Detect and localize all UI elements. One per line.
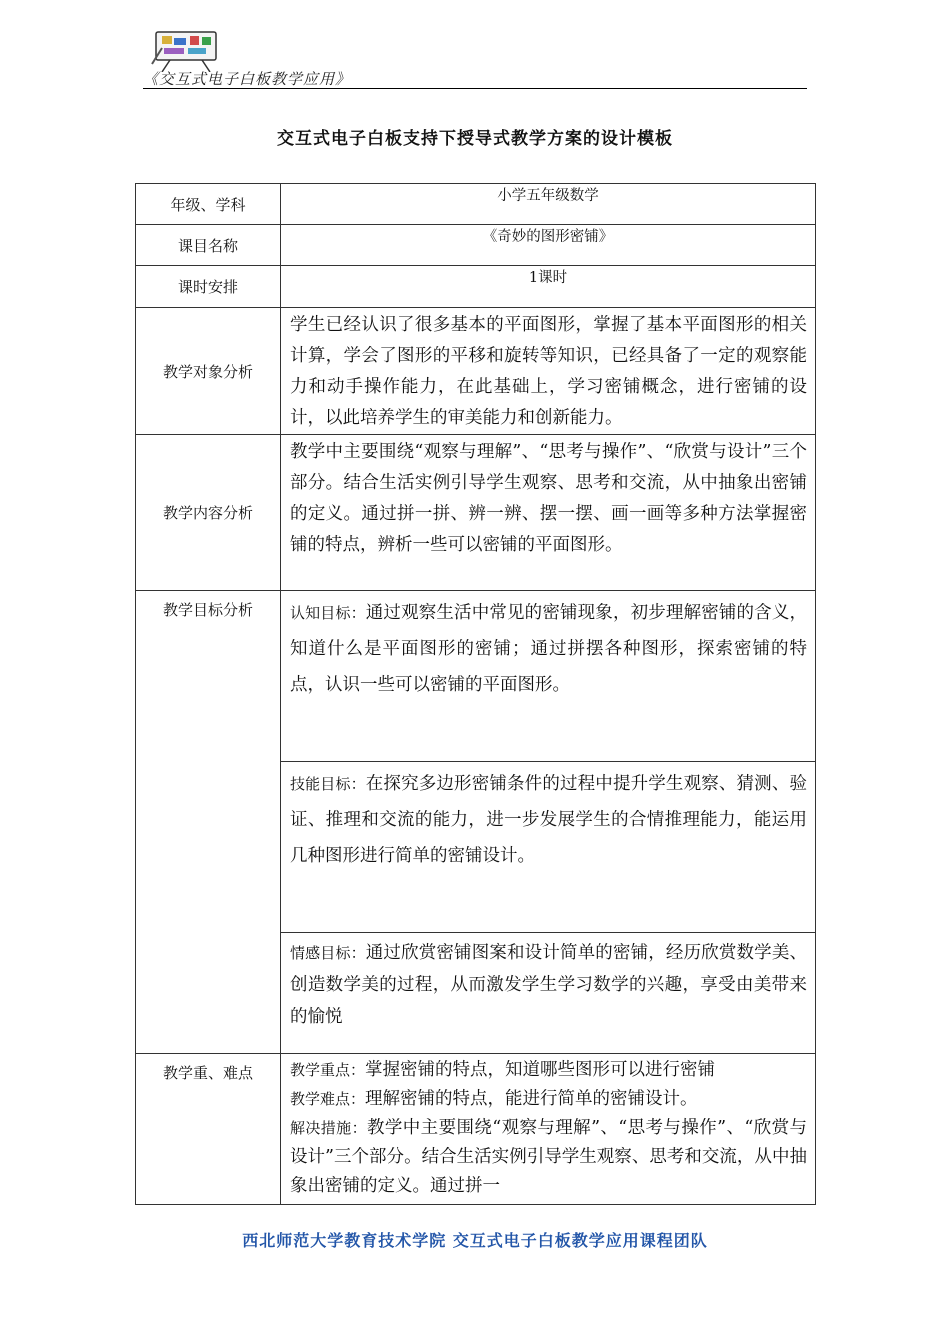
row-value-content [281, 435, 816, 591]
keypoint-difficulty-text: 理解密铺的特点，能进行简单的密铺设计。 [365, 1089, 698, 1109]
goal-affective-lead: 情感目标： [290, 944, 366, 962]
table-row [136, 225, 816, 266]
content-analysis-text: 教学中主要围绕“观察与理解”、“思考与操作”、“欣赏与设计”三个部分。结合生活实例引导学生观察、思考和交流，从中抽象出密铺的定义。通过拼一拼、辨一辨、摆一摆、画一画等多种方法掌握密铺的特点，辨析一些可以密铺的平面图形。 [290, 442, 807, 555]
row-value-grade: 小学五年级数学 [281, 184, 816, 225]
keypoint-measures [281, 1114, 815, 1201]
row-label-goals: 教学目标分析 [136, 591, 281, 1054]
goal-skill-text: 在探究多边形密铺条件的过程中提升学生观察、猜测、验证、推理和交流的能力，进一步发展学生的合情推理能力，能运用几种图形进行简单的密铺设计。 [290, 774, 807, 866]
table-row [136, 184, 816, 225]
goal-cognitive [281, 591, 815, 703]
header-divider [143, 88, 807, 89]
table-row [136, 266, 816, 308]
table-row [136, 435, 816, 591]
keypoint-measures-lead: 解决措施： [290, 1119, 367, 1137]
row-value-course: 《奇妙的图形密铺》 [281, 225, 816, 266]
goal-affective-text: 通过欣赏密铺图案和设计简单的密铺，经历欣赏数学美、创造数学美的过程，从而激发学生学习数学的兴趣，享受由美带来的愉悦 [290, 943, 807, 1027]
goal-affective-cell [281, 933, 816, 1054]
goal-cognitive-cell [281, 591, 816, 762]
goal-skill-cell [281, 762, 816, 933]
row-value-learners [281, 308, 816, 435]
lesson-plan-table [135, 183, 816, 1205]
header-series-title: 《交互式电子白板教学应用》 [143, 70, 352, 88]
goal-affective [281, 933, 815, 1033]
document-title: 交互式电子白板支持下授导式教学方案的设计模板 [277, 129, 673, 149]
learner-analysis-text: 学生已经认识了很多基本的平面图形，掌握了基本平面图形的相关计算，学会了图形的平移和旋转等知识，已经具备了一定的观察能力和动手操作能力，在此基础上，学习密铺概念，进行密铺的设计，以此培养学生的审美能力和创新能力。 [290, 315, 807, 428]
row-value-hours: 1课时 [281, 266, 816, 308]
goal-cognitive-lead: 认知目标： [290, 604, 366, 622]
keypoints-cell [281, 1054, 816, 1205]
table-row [136, 308, 816, 435]
row-label-learners: 教学对象分析 [136, 308, 281, 435]
goal-cognitive-text: 通过观察生活中常见的密铺现象，初步理解密铺的含义，知道什么是平面图形的密铺；通过拼摆各种图形，探索密铺的特点，认识一些可以密铺的平面图形。 [290, 603, 807, 695]
table-row [136, 591, 816, 762]
keypoint-focus-text: 掌握密铺的特点，知道哪些图形可以进行密铺 [365, 1060, 716, 1080]
whiteboard-logo-icon [150, 30, 222, 72]
goal-skill [281, 762, 815, 874]
keypoint-focus-lead: 教学重点： [290, 1061, 366, 1079]
keypoint-measures-text: 教学中主要围绕“观察与理解”、“思考与操作”、“欣赏与设计”三个部分。结合生活实例引导学生观察、思考和交流，从中抽象出密铺的定义。通过拼一 [290, 1118, 807, 1196]
row-label-grade: 年级、学科 [136, 184, 281, 225]
row-label-hours: 课时安排 [136, 266, 281, 308]
goal-skill-lead: 技能目标： [290, 775, 366, 793]
row-label-keypoints: 教学重、难点 [136, 1054, 281, 1205]
row-label-content: 教学内容分析 [136, 435, 281, 591]
keypoint-focus [281, 1054, 815, 1085]
footer-team-credit: 西北师范大学教育技术学院 交互式电子白板教学应用课程团队 [242, 1231, 708, 1250]
keypoint-difficulty [281, 1085, 815, 1114]
row-label-course: 课目名称 [136, 225, 281, 266]
table-row [136, 1054, 816, 1205]
keypoint-difficulty-lead: 教学难点： [290, 1090, 366, 1108]
